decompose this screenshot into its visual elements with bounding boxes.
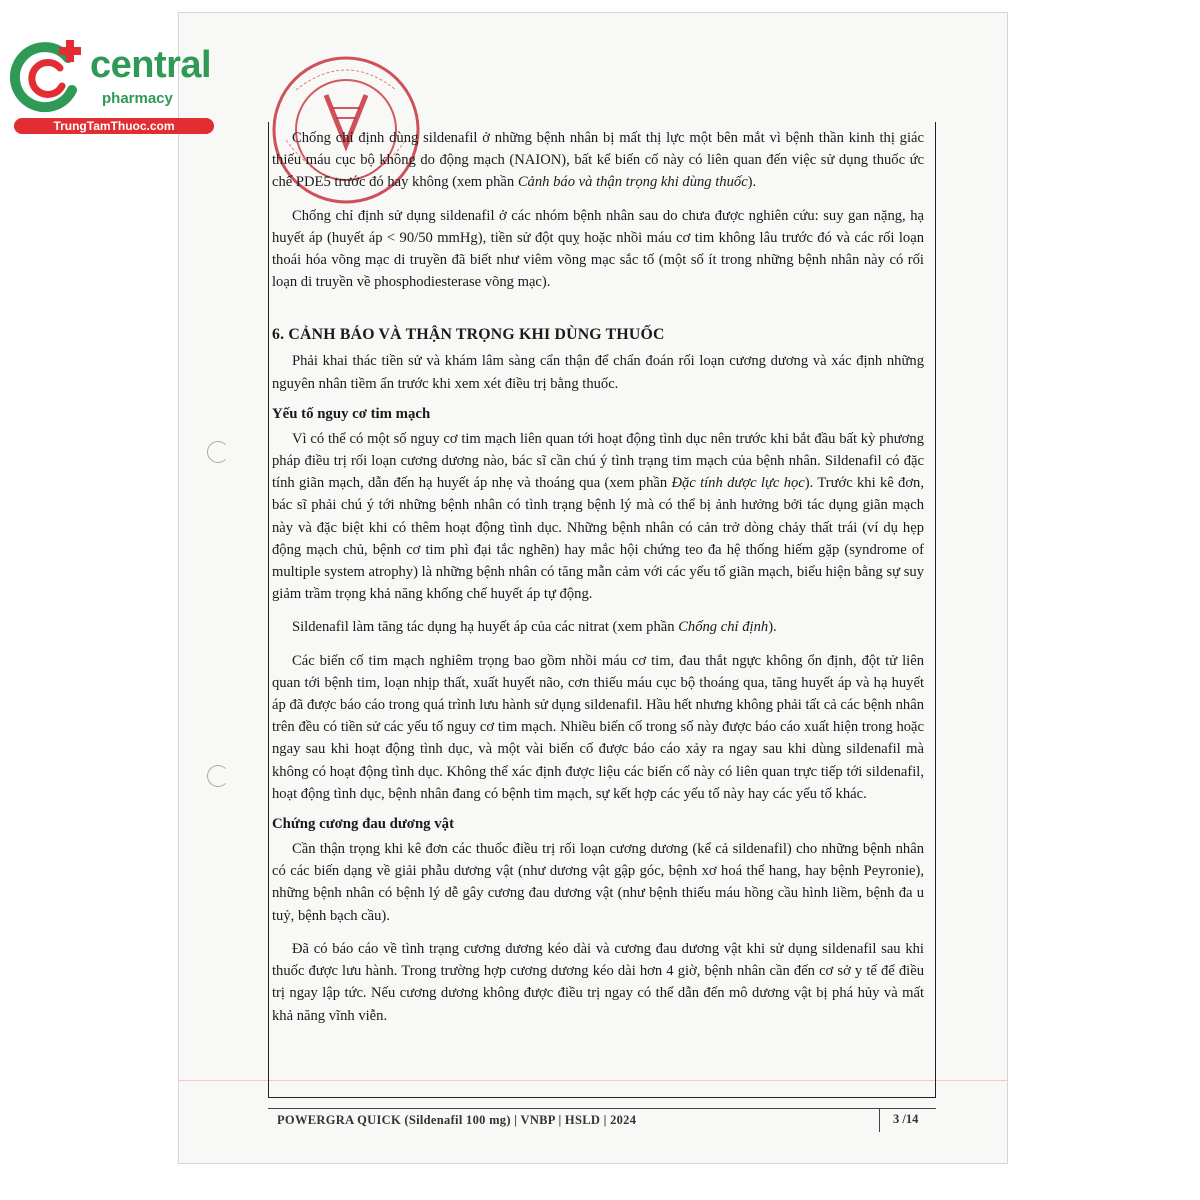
paragraph: Vì có thể có một số nguy cơ tim mạch liên quan tới hoạt động tình dục nên trước khi bắt đầu bất kỳ phương pháp điều trị rối loạn cương dương nào, bác sĩ cần chú ý tình trạng tim mạch của bệnh nhân. Sildenafil có đặc tính giãn mạch, dẫn đến hạ huyết áp nhẹ và thoáng qua (xem phần Đặc tính dược lực học). Trước khi kê đơn, bác sĩ phải chú ý tới những bệnh nhân có tình trạng bệnh lý mà có thể bị ảnh hưởng bởi tác dụng giãn mạch này và đặc biệt khi có thêm hoạt động tình dục. Những bệnh nhân có cản trở dòng chảy thất trái (ví dụ hẹp động mạch chủ, bệnh cơ tim phì đại tắc nghẽn) hay mắc hội chứng teo đa hệ thống hiếm gặp (syndrome of multiple system atrophy) là những bệnh nhân có tăng mẫn cảm với các yếu tố giãn mạch, biểu hiện bằng sự suy giảm trầm trọng khả năng khống chế huyết áp tự động.: [272, 430, 924, 603]
paragraph: Chống chỉ định dùng sildenafil ở những bệnh nhân bị mất thị lực một bên mắt vì bệnh thần kinh thị giác thiếu máu cục bộ không do động mạch (NAION), bất kể biến cố này có liên quan đến việc sử dụng thuốc ức chế PDE5 trước đó hay không (xem phần Cảnh báo và thận trọng khi dùng thuốc).: [272, 130, 924, 191]
paragraph: Cần thận trọng khi kê đơn các thuốc điều trị rối loạn cương dương (kể cả sildenafil) cho những bệnh nhân có các biến dạng về giải phẫu dương vật (như dương vật gập góc, bệnh xơ hoá thể hang, hay bệnh Peyronie), những bệnh nhân có bệnh lý dễ gây cương đau dương vật (như bệnh thiếu máu hồng cầu hình liềm, bệnh đa u tuỷ, bệnh bạch cầu).: [272, 841, 924, 924]
central-pharmacy-logo[interactable]: [10, 38, 215, 138]
footer-rule: [268, 1108, 936, 1109]
subsection-heading: Chứng cương đau dương vật: [272, 816, 454, 833]
document-body: [272, 127, 924, 1038]
footer-product-info: POWERGRA QUICK (Sildenafil 100 mg) | VNBP | HSLD | 2024: [277, 1113, 637, 1127]
footer-separator: [879, 1108, 880, 1132]
logo-brand-sub: pharmacy: [102, 90, 173, 107]
punch-hole-icon: [207, 765, 229, 787]
paragraph: Sildenafil làm tăng tác dụng hạ huyết áp của các nitrat (xem phần Chống chỉ định).: [292, 619, 777, 636]
paragraph: Đã có báo cáo về tình trạng cương dương kéo dài và cương đau dương vật khi sử dụng sildenafil sau khi thuốc được lưu hành. Trong trường hợp cương dương kéo dài hơn 4 giờ, bệnh nhân cần đến cơ sở y tế để điều trị ngay lập tức. Nếu cương dương không được điều trị ngay có thể dẫn đến mô dương vật bị phá hủy và mất khả năng vĩnh viễn.: [272, 940, 924, 1024]
page-number: 3 /14: [893, 1112, 919, 1126]
section-heading: 6. CẢNH BÁO VÀ THẬN TRỌNG KHI DÙNG THUỐC: [272, 326, 665, 344]
paragraph: Phải khai thác tiền sử và khám lâm sàng cẩn thận để chẩn đoán rối loạn cương dương và xác định những nguyên nhân tiềm ẩn trước khi xem xét điều trị bằng thuốc.: [272, 353, 924, 392]
logo-brand-name: central: [90, 44, 212, 86]
paragraph: Chống chỉ định sử dụng sildenafil ở các nhóm bệnh nhân sau do chưa được nghiên cứu: suy gan nặng, hạ huyết áp (huyết áp < 90/50 mmHg), tiền sử đột quỵ hoặc nhồi máu cơ tim không lâu trước đó và các rối loạn thoái hóa võng mạc di truyền đã biết như viêm võng mạc sắc tố (một số ít trong những bệnh nhân này có rối loạn di truyền về phosphodiesterase võng mạc).: [272, 207, 924, 291]
subsection-heading: Yếu tố nguy cơ tim mạch: [272, 405, 431, 422]
logo-website: TrungTamThuoc.com: [14, 118, 214, 134]
pharmacy-c-cross-icon: [10, 38, 88, 116]
punch-hole-icon: [207, 441, 229, 463]
paragraph: Các biến cố tim mạch nghiêm trọng bao gồm nhồi máu cơ tim, đau thắt ngực không ổn định, đột tử liên quan tới bệnh tim, loạn nhịp thất, xuất huyết não, cơn thiếu máu cục bộ thoáng qua, tăng huyết áp và hạ huyết áp đã được báo cáo trong quá trình lưu hành sử dụng sildenafil. Hầu hết nhưng không phải tất cả các bệnh nhân trên đều có tiền sử các yếu tố nguy cơ tim mạch. Nhiều biến cố trong số này được báo cáo xuất hiện trong hoặc ngay sau khi hoạt động tình dục, và một vài biến cố được báo cáo xảy ra ngay sau khi dùng sildenafil mà không có hoạt động tình dục. Không thể xác định được liệu các biến cố này có liên quan trực tiếp tới sildenafil, hoạt động tình dục, bệnh nhân đang có bệnh tim mạch, sự kết hợp các yếu tố này hay các yếu tố khác.: [272, 652, 924, 802]
